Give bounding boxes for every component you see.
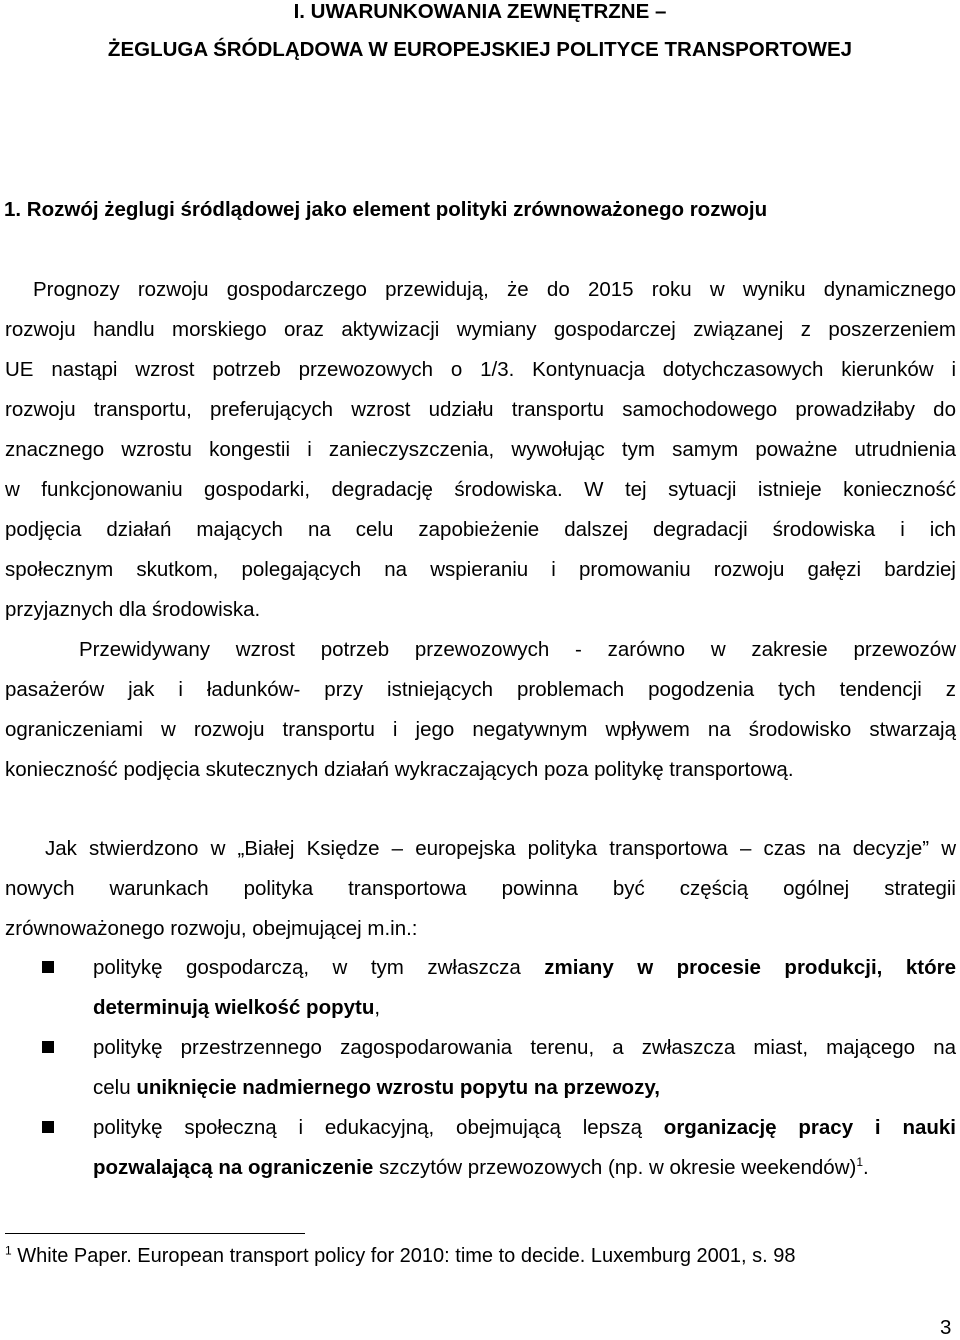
bold-span: uniknięcie nadmiernego wzrostu popytu na przewozy, [136,1076,660,1099]
text-line: rozwoju transportu, preferujących wzrost udziału transportu samochodowego prowadziłaby do [5,398,956,421]
paragraph-white-paper [5,829,956,949]
text-span: , [374,996,381,1019]
text-line: przyjaznych dla środowiska. [5,598,261,621]
footnote-ref[interactable]: 1 [856,1155,864,1170]
text-line: w funkcjonowaniu gospodarki, degradację środowiska. W tej sytuacji istnieje konieczność [5,478,956,501]
square-bullet-icon [42,961,54,973]
text-line: politykę przestrzennego zagospodarowania terenu, a zwłaszcza miast, mającego na [93,1036,956,1059]
footnote-text: White Paper. European transport policy for 2010: time to decide. Luxemburg 2001, s. 98 [11,1245,796,1267]
text-line [93,1108,956,1148]
text-line: rozwoju handlu morskiego oraz aktywizacji wymiany gospodarczej związanej z poszerzeniem [5,318,956,341]
square-bullet-icon [42,1121,54,1133]
list-item [0,1108,956,1188]
text-line: Przewidywany wzrost potrzeb przewozowych - zarówno w zakresie przewozów [79,638,956,661]
text-line [93,1068,956,1108]
text-line: znacznego wzrostu kongestii i zanieczyszczenia, wywołując tym samym poważne utrudnienia [5,438,956,461]
paragraph-growth [5,630,956,790]
bold-span: zmiany w procesie produkcji, które [544,956,956,979]
bold-span: determinują wielkość popytu [93,996,375,1019]
text-span: celu [93,1076,137,1099]
text-span: szczytów przewozowych (np. w okresie weekendów) [373,1156,857,1179]
list-item [0,948,956,1028]
paragraph-forecast [5,270,956,630]
text-line [93,1148,956,1188]
page-number: 3 [940,1316,952,1339]
bold-span: pozwalającą na ograniczenie [93,1156,374,1179]
text-line: ograniczeniami w rozwoju transportu i jego negatywnym wpływem na środowisko stwarzają [5,718,956,741]
text-span: politykę społeczną i edukacyjną, obejmującą lepszą [93,1116,664,1139]
footnote [5,1242,795,1270]
text-line: pasażerów jak i ładunków- przy istniejących problemach pogodzenia tych tendencji z [5,678,956,701]
text-line: społecznym skutkom, polegających na wspieraniu i promowaniu rozwoju gałęzi bardziej [5,558,956,581]
footnote-divider [5,1233,305,1234]
bold-span: organizację pracy i nauki [663,1116,956,1139]
text-line: nowych warunkach polityka transportowa powinna być częścią ogólnej strategii [5,877,956,900]
list-item [0,1028,956,1108]
text-line: podjęcia działań mających na celu zapobieżenie dalszej degradacji środowiska i ich [5,518,956,541]
section-title: 1. Rozwój żeglugi śródlądowej jako element polityki zrównoważonego rozwoju [4,198,768,221]
text-line: Jak stwierdzono w „Białej Księdze – europejska polityka transportowa – czas na decyzje” w [45,837,956,860]
policy-list [0,948,956,1188]
text-line [93,948,956,988]
footnote-marker: 1 [5,1243,12,1258]
text-span: . [863,1156,869,1179]
text-span: politykę gospodarczą, w tym zwłaszcza [93,956,545,979]
heading-line-2: ŻEGLUGA ŚRÓDLĄDOWA W EUROPEJSKIEJ POLITYCE TRANSPORTOWEJ [107,38,853,61]
text-line: konieczność podjęcia skutecznych działań wykraczających poza politykę transportową. [5,758,794,781]
text-line [93,988,956,1028]
text-line: UE nastąpi wzrost potrzeb przewozowych o 1/3. Kontynuacja dotychczasowych kierunków i [5,358,956,381]
text-line: Prognozy rozwoju gospodarczego przewidują, że do 2015 roku w wyniku dynamicznego [33,278,956,301]
heading-line-1: I. UWARUNKOWANIA ZEWNĘTRZNE – [293,0,667,23]
text-line: zrównoważonego rozwoju, obejmującej m.in.: [5,917,418,940]
square-bullet-icon [42,1041,54,1053]
